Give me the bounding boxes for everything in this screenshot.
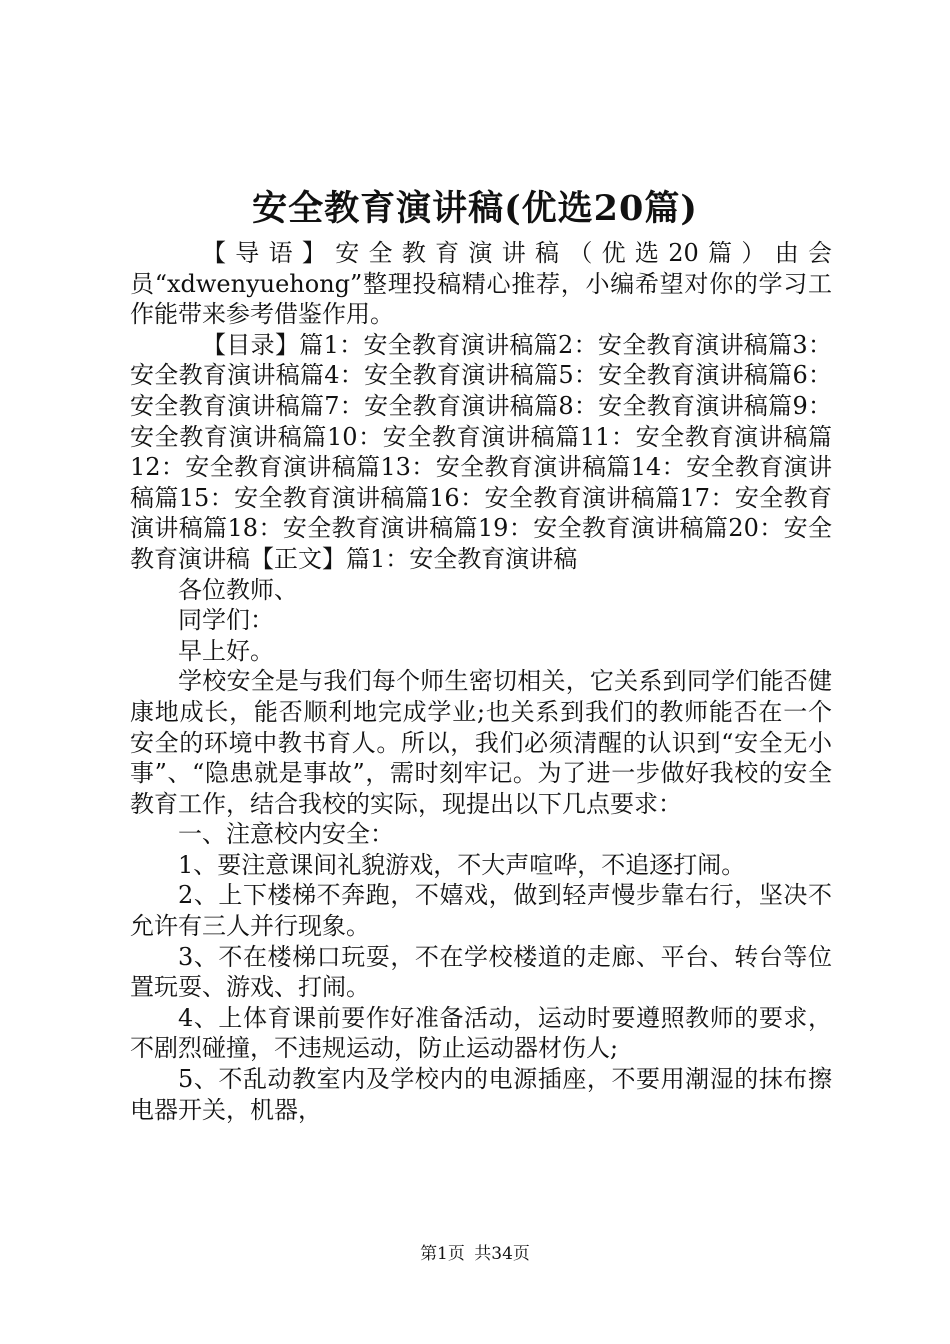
- list-item: 5、不乱动教室内及学校内的电源插座，不要用潮湿的抹布擦电器开关，机器，: [130, 1065, 832, 1124]
- page-footer: [0, 1242, 950, 1266]
- document-body: [130, 238, 832, 1125]
- table-of-contents-paragraph: 【目录】篇1：安全教育演讲稿篇2：安全教育演讲稿篇3：安全教育演讲稿篇4：安全教育演讲稿篇5：安全教育演讲稿篇6：安全教育演讲稿篇7：安全教育演讲稿篇8：安全教育演讲稿篇9：安全教育演讲稿篇10：安全教育演讲稿篇11：安全教育演讲稿篇12：安全教育演讲稿篇13：安全教育演讲稿篇14：安全教育演讲稿篇15：安全教育演讲稿篇16：安全教育演讲稿篇17：安全教育演讲稿篇18：安全教育演讲稿篇19：安全教育演讲稿篇20：安全教育演讲稿【正文】篇1：安全教育演讲稿: [130, 330, 832, 573]
- list-item: 4、上体育课前要作好准备活动，运动时要遵照教师的要求，不剧烈碰撞，不违规运动，防止运动器材伤人;: [130, 1003, 832, 1063]
- salutation-students: 同学们：: [178, 606, 274, 635]
- intro-paragraph: 【导语】安全教育演讲稿（优选20篇）由会员“xdwenyuehong”整理投稿精心推荐，小编希望对你的学习工作能带来参考借鉴作用。: [130, 239, 832, 329]
- list-item: 2、上下楼梯不奔跑，不嬉戏，做到轻声慢步靠右行，坚决不允许有三人并行现象。: [130, 881, 832, 941]
- page-number: 第1页: [420, 1244, 465, 1264]
- page-total: 共34页: [474, 1244, 530, 1264]
- body-paragraph: 学校安全是与我们每个师生密切相关，它关系到同学们能否健康地成长，能否顺利地完成学业;也关系到我们的教师能否在一个安全的环境中教书育人。所以，我们必须清醒的认识到“安全无小事”、“隐患就是事故”，需时刻牢记。为了进一步做好我校的安全教育工作，结合我校的实际，现提出以下几点要求：: [130, 667, 832, 818]
- document-title: 安全教育演讲稿(优选20篇): [252, 188, 698, 229]
- section-heading: 一、注意校内安全：: [178, 820, 394, 849]
- list-item: 1、要注意课间礼貌游戏，不大声喧哗，不追逐打闹。: [178, 850, 746, 879]
- salutation-teachers: 各位教师、: [178, 575, 298, 604]
- greeting: 早上好。: [178, 636, 274, 665]
- list-item: 3、不在楼梯口玩耍，不在学校楼道的走廊、平台、转台等位置玩耍、游戏、打闹。: [130, 942, 832, 1002]
